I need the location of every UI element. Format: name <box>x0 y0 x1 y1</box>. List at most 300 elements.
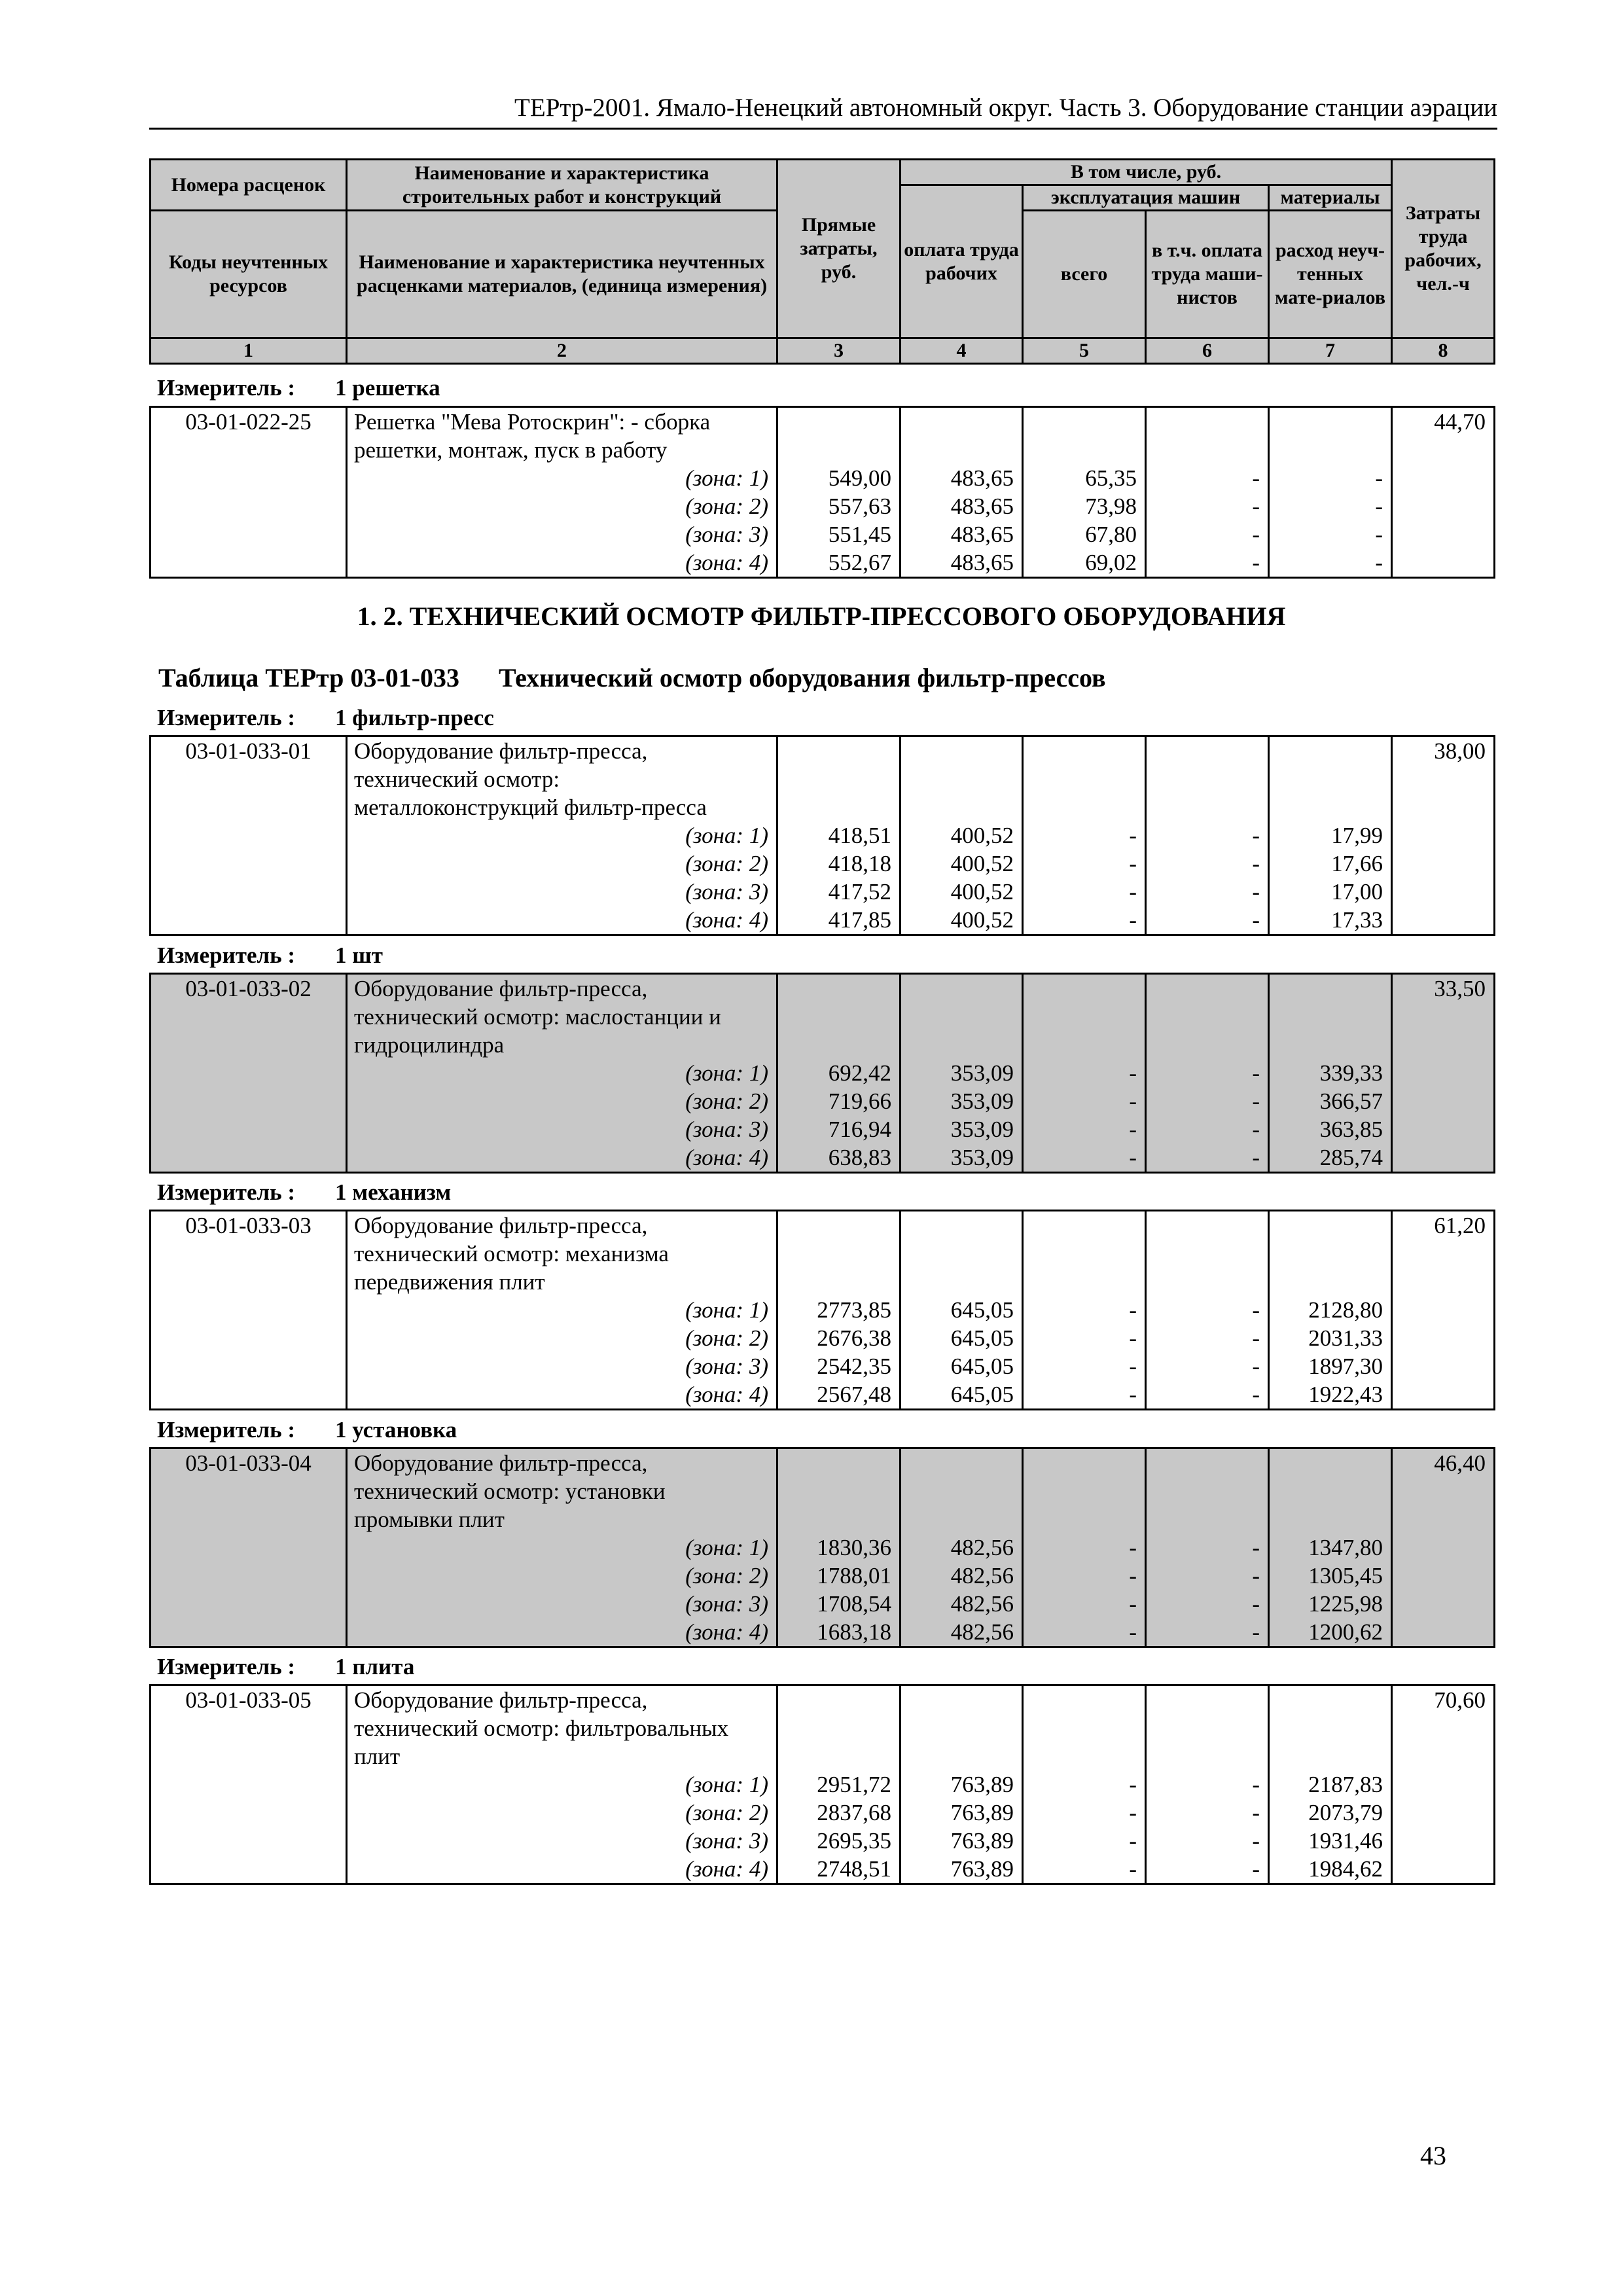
value-cell: - <box>1146 548 1269 578</box>
value-cell: 2187,83 <box>1269 1770 1392 1799</box>
rate-code-cell: 03-01-033-04 <box>151 1448 347 1478</box>
table-row <box>151 1211 1495 1240</box>
rate-code-cell <box>151 850 347 878</box>
work-name-cell: Оборудование фильтр-пресса, <box>347 1448 777 1478</box>
table-row <box>151 736 1495 766</box>
table-row <box>151 1240 1495 1268</box>
value-cell: - <box>1023 1324 1146 1352</box>
empty-cell <box>1023 1031 1146 1059</box>
empty-cell <box>1023 765 1146 793</box>
empty-cell <box>901 1448 1023 1478</box>
empty-cell <box>1269 1477 1392 1505</box>
value-cell: 67,80 <box>1023 520 1146 548</box>
header-number: 3 <box>777 338 901 364</box>
zone-label-cell: (зона: 4) <box>347 1855 777 1884</box>
labor-cell <box>1392 1562 1495 1590</box>
measure-line <box>157 1179 452 1206</box>
value-cell: 552,67 <box>777 548 901 578</box>
rate-code-cell <box>151 1742 347 1770</box>
empty-cell <box>1146 1031 1269 1059</box>
empty-cell <box>901 1505 1023 1534</box>
value-cell: - <box>1023 1618 1146 1647</box>
value-cell: 418,18 <box>777 850 901 878</box>
table-row <box>151 1562 1495 1590</box>
labor-cell <box>1392 1855 1495 1884</box>
labor-cell <box>1392 1296 1495 1324</box>
empty-cell <box>1269 1211 1392 1240</box>
empty-cell <box>1146 765 1269 793</box>
labor-cell <box>1392 1268 1495 1296</box>
measure-line <box>157 375 440 401</box>
rate-code-cell <box>151 1770 347 1799</box>
table-row <box>151 548 1495 578</box>
labor-cell <box>1392 1534 1495 1562</box>
measure-value: 1 плита <box>335 1654 415 1679</box>
empty-cell <box>901 407 1023 437</box>
empty-cell <box>901 1031 1023 1059</box>
labor-cell <box>1392 1618 1495 1647</box>
labor-cell <box>1392 1380 1495 1410</box>
value-cell: 482,56 <box>901 1562 1023 1590</box>
work-name-cell: Оборудование фильтр-пресса, <box>347 736 777 766</box>
value-cell: 17,66 <box>1269 850 1392 878</box>
empty-cell <box>777 1211 901 1240</box>
value-cell: 2128,80 <box>1269 1296 1392 1324</box>
value-cell: 353,09 <box>901 1115 1023 1143</box>
header-col2-top: Наименование и характеристика строительных работ и конструкций <box>347 160 777 211</box>
value-cell: 417,85 <box>777 906 901 935</box>
table-row <box>151 1505 1495 1534</box>
empty-cell <box>1269 1714 1392 1742</box>
rate-code-cell <box>151 906 347 935</box>
rate-code-cell <box>151 520 347 548</box>
empty-cell <box>1146 1448 1269 1478</box>
work-name-cell: Оборудование фильтр-пресса, <box>347 1685 777 1715</box>
empty-cell <box>901 1714 1023 1742</box>
work-name-cell: Оборудование фильтр-пресса, <box>347 974 777 1003</box>
header-number: 2 <box>347 338 777 364</box>
header-col8: Затраты труда рабочих, чел.-ч <box>1392 160 1495 338</box>
value-cell: - <box>1146 1534 1269 1562</box>
value-cell: - <box>1146 1087 1269 1115</box>
empty-cell <box>901 436 1023 464</box>
labor-cell <box>1392 1240 1495 1268</box>
value-cell: 482,56 <box>901 1618 1023 1647</box>
value-cell: 1347,80 <box>1269 1534 1392 1562</box>
labor-cell <box>1392 1115 1495 1143</box>
empty-cell <box>1023 1505 1146 1534</box>
rate-code-cell <box>151 1827 347 1855</box>
rate-code-cell <box>151 1534 347 1562</box>
value-cell: 1200,62 <box>1269 1618 1392 1647</box>
value-cell: 17,33 <box>1269 906 1392 935</box>
rate-code-cell <box>151 1115 347 1143</box>
empty-cell <box>1269 1448 1392 1478</box>
rate-code-cell: 03-01-033-05 <box>151 1685 347 1715</box>
value-cell: 483,65 <box>901 492 1023 520</box>
header-col6: в т.ч. оплата труда маши-нистов <box>1146 211 1269 338</box>
measure-line <box>157 942 383 969</box>
empty-cell <box>777 1714 901 1742</box>
table-title-text: Технический осмотр оборудования фильтр-прессов <box>499 663 1106 692</box>
empty-cell <box>1269 974 1392 1003</box>
rate-code-cell <box>151 765 347 793</box>
rate-code-cell <box>151 1059 347 1087</box>
rate-code-cell <box>151 1003 347 1031</box>
table-row <box>151 1143 1495 1173</box>
work-name-cell: технический осмотр: фильтровальных <box>347 1714 777 1742</box>
work-name-cell: промывки плит <box>347 1505 777 1534</box>
empty-cell <box>777 1685 901 1715</box>
zone-label-cell: (зона: 4) <box>347 1380 777 1410</box>
zone-label-cell: (зона: 4) <box>347 1143 777 1173</box>
empty-cell <box>901 1742 1023 1770</box>
labor-cell <box>1392 850 1495 878</box>
value-cell: - <box>1023 1827 1146 1855</box>
empty-cell <box>901 1240 1023 1268</box>
rate-code-cell <box>151 1505 347 1534</box>
empty-cell <box>901 1211 1023 1240</box>
labor-cell <box>1392 1590 1495 1618</box>
value-cell: 285,74 <box>1269 1143 1392 1173</box>
measure-label: Измеритель : <box>157 705 296 730</box>
empty-cell <box>901 1268 1023 1296</box>
measure-label: Измеритель : <box>157 375 296 401</box>
labor-cell <box>1392 1799 1495 1827</box>
empty-cell <box>1269 765 1392 793</box>
header-col4: оплата труда рабочих <box>901 185 1023 338</box>
value-cell: - <box>1146 1324 1269 1352</box>
empty-cell <box>1023 1685 1146 1715</box>
value-cell: 551,45 <box>777 520 901 548</box>
empty-cell <box>1146 736 1269 766</box>
value-cell: 2837,68 <box>777 1799 901 1827</box>
table-row <box>151 1855 1495 1884</box>
empty-cell <box>1269 407 1392 437</box>
value-cell: - <box>1146 850 1269 878</box>
measure-label: Измеритель : <box>157 942 296 968</box>
value-cell: 353,09 <box>901 1087 1023 1115</box>
value-cell: 65,35 <box>1023 464 1146 492</box>
value-cell: 2031,33 <box>1269 1324 1392 1352</box>
empty-cell <box>1023 1477 1146 1505</box>
zone-label-cell: (зона: 3) <box>347 1352 777 1380</box>
rate-code-cell <box>151 1268 347 1296</box>
empty-cell <box>1023 1240 1146 1268</box>
value-cell: - <box>1146 1855 1269 1884</box>
labor-cell: 70,60 <box>1392 1685 1495 1715</box>
value-cell: - <box>1146 821 1269 850</box>
empty-cell <box>1146 1505 1269 1534</box>
value-cell: - <box>1146 1799 1269 1827</box>
empty-cell <box>1269 793 1392 821</box>
value-cell: 1922,43 <box>1269 1380 1392 1410</box>
table-row <box>151 1685 1495 1715</box>
rate-code-cell <box>151 1618 347 1647</box>
value-cell: - <box>1269 464 1392 492</box>
empty-cell <box>777 736 901 766</box>
value-cell: 69,02 <box>1023 548 1146 578</box>
value-cell: 645,05 <box>901 1296 1023 1324</box>
empty-cell <box>1146 1268 1269 1296</box>
measure-line <box>157 1654 415 1680</box>
rate-table <box>149 735 1495 936</box>
value-cell: 483,65 <box>901 548 1023 578</box>
empty-cell <box>777 1448 901 1478</box>
empty-cell <box>1023 1211 1146 1240</box>
value-cell: 692,42 <box>777 1059 901 1087</box>
zone-label-cell: (зона: 4) <box>347 548 777 578</box>
table-row <box>151 520 1495 548</box>
empty-cell <box>777 1505 901 1534</box>
empty-cell <box>777 765 901 793</box>
value-cell: 363,85 <box>1269 1115 1392 1143</box>
labor-cell: 44,70 <box>1392 407 1495 437</box>
value-cell: - <box>1269 548 1392 578</box>
value-cell: - <box>1146 1352 1269 1380</box>
header-col5: всего <box>1023 211 1146 338</box>
labor-cell: 61,20 <box>1392 1211 1495 1240</box>
value-cell: 1897,30 <box>1269 1352 1392 1380</box>
value-cell: 557,63 <box>777 492 901 520</box>
empty-cell <box>1023 1448 1146 1478</box>
rate-code-cell: 03-01-033-01 <box>151 736 347 766</box>
header-including: В том числе, руб. <box>901 160 1392 185</box>
table-row <box>151 878 1495 906</box>
header-materials: материалы <box>1269 185 1392 211</box>
empty-cell <box>1023 1714 1146 1742</box>
labor-cell <box>1392 1352 1495 1380</box>
empty-cell <box>901 974 1023 1003</box>
value-cell: 73,98 <box>1023 492 1146 520</box>
empty-cell <box>901 765 1023 793</box>
header-col1-top: Номера расценок <box>151 160 347 211</box>
zone-label-cell: (зона: 3) <box>347 520 777 548</box>
value-cell: 400,52 <box>901 878 1023 906</box>
rate-code-cell <box>151 1324 347 1352</box>
header-number: 6 <box>1146 338 1269 364</box>
zone-label-cell: (зона: 2) <box>347 1324 777 1352</box>
value-cell: 638,83 <box>777 1143 901 1173</box>
measure-line <box>157 1417 457 1443</box>
header-machines: эксплуатация машин <box>1023 185 1269 211</box>
labor-cell <box>1392 1742 1495 1770</box>
work-name-cell: передвижения плит <box>347 1268 777 1296</box>
zone-label-cell: (зона: 2) <box>347 850 777 878</box>
rate-table <box>149 1210 1495 1410</box>
empty-cell <box>1146 1477 1269 1505</box>
rate-code-cell <box>151 548 347 578</box>
measure-value: 1 механизм <box>335 1179 452 1205</box>
empty-cell <box>777 1003 901 1031</box>
empty-cell <box>901 1685 1023 1715</box>
labor-cell <box>1392 464 1495 492</box>
value-cell: 645,05 <box>901 1380 1023 1410</box>
header-number: 7 <box>1269 338 1392 364</box>
rate-code-cell <box>151 1380 347 1410</box>
value-cell: 716,94 <box>777 1115 901 1143</box>
labor-cell <box>1392 548 1495 578</box>
zone-label-cell: (зона: 1) <box>347 1296 777 1324</box>
labor-cell <box>1392 793 1495 821</box>
empty-cell <box>1023 1268 1146 1296</box>
header-number: 8 <box>1392 338 1495 364</box>
rate-table <box>149 1684 1495 1885</box>
rate-code-cell <box>151 1714 347 1742</box>
work-name-cell: решетки, монтаж, пуск в работу <box>347 436 777 464</box>
work-name-cell: технический осмотр: маслостанции и <box>347 1003 777 1031</box>
empty-cell <box>1023 793 1146 821</box>
value-cell: 719,66 <box>777 1087 901 1115</box>
rate-code-cell <box>151 1143 347 1173</box>
table-row <box>151 1827 1495 1855</box>
work-name-cell: технический осмотр: <box>347 765 777 793</box>
value-cell: - <box>1146 1770 1269 1799</box>
empty-cell <box>1146 1714 1269 1742</box>
labor-cell <box>1392 1031 1495 1059</box>
labor-cell <box>1392 1143 1495 1173</box>
table-row <box>151 407 1495 437</box>
value-cell: - <box>1023 1590 1146 1618</box>
empty-cell <box>777 1742 901 1770</box>
table-row <box>151 1742 1495 1770</box>
rate-code-cell <box>151 1799 347 1827</box>
zone-label-cell: (зона: 3) <box>347 878 777 906</box>
value-cell: 483,65 <box>901 520 1023 548</box>
empty-cell <box>1146 1240 1269 1268</box>
value-cell: - <box>1023 1380 1146 1410</box>
table-row <box>151 1268 1495 1296</box>
labor-cell <box>1392 436 1495 464</box>
value-cell: 549,00 <box>777 464 901 492</box>
rate-code-cell <box>151 464 347 492</box>
empty-cell <box>1146 974 1269 1003</box>
rate-code-cell <box>151 1352 347 1380</box>
empty-cell <box>901 1003 1023 1031</box>
empty-cell <box>1269 1685 1392 1715</box>
value-cell: - <box>1146 1590 1269 1618</box>
measure-label: Измеритель : <box>157 1654 296 1679</box>
labor-cell: 33,50 <box>1392 974 1495 1003</box>
empty-cell <box>1269 1031 1392 1059</box>
empty-cell <box>1023 1003 1146 1031</box>
value-cell: 17,99 <box>1269 821 1392 850</box>
value-cell: 763,89 <box>901 1827 1023 1855</box>
empty-cell <box>1146 1742 1269 1770</box>
value-cell: 366,57 <box>1269 1087 1392 1115</box>
value-cell: - <box>1023 1562 1146 1590</box>
measure-value: 1 установка <box>335 1417 457 1443</box>
table-row <box>151 765 1495 793</box>
value-cell: - <box>1146 1827 1269 1855</box>
empty-cell <box>901 1477 1023 1505</box>
work-name-cell: технический осмотр: механизма <box>347 1240 777 1268</box>
value-cell: - <box>1146 464 1269 492</box>
labor-cell <box>1392 1714 1495 1742</box>
empty-cell <box>1269 1003 1392 1031</box>
value-cell: - <box>1023 906 1146 935</box>
value-cell: 483,65 <box>901 464 1023 492</box>
table-row <box>151 1352 1495 1380</box>
labor-cell <box>1392 520 1495 548</box>
table-row <box>151 850 1495 878</box>
empty-cell <box>1269 1240 1392 1268</box>
value-cell: 17,00 <box>1269 878 1392 906</box>
header-col2-bottom: Наименование и характеристика неучтенных расценками материалов, (единица измерения) <box>347 211 777 338</box>
value-cell: - <box>1146 906 1269 935</box>
empty-cell <box>777 974 901 1003</box>
value-cell: 1305,45 <box>1269 1562 1392 1590</box>
rate-code-cell <box>151 1855 347 1884</box>
value-cell: 2676,38 <box>777 1324 901 1352</box>
table-row <box>151 1714 1495 1742</box>
measure-label: Измеритель : <box>157 1179 296 1205</box>
value-cell: 2748,51 <box>777 1855 901 1884</box>
value-cell: - <box>1146 1143 1269 1173</box>
table-row <box>151 1115 1495 1143</box>
value-cell: 353,09 <box>901 1143 1023 1173</box>
table-row <box>151 1534 1495 1562</box>
empty-cell <box>1146 1685 1269 1715</box>
value-cell: - <box>1269 520 1392 548</box>
table-row <box>151 1477 1495 1505</box>
value-cell: - <box>1023 1296 1146 1324</box>
empty-cell <box>777 407 901 437</box>
table-header <box>149 158 1495 365</box>
empty-cell <box>1146 793 1269 821</box>
empty-cell <box>1146 407 1269 437</box>
labor-cell <box>1392 878 1495 906</box>
zone-label-cell: (зона: 2) <box>347 1562 777 1590</box>
zone-label-cell: (зона: 4) <box>347 1618 777 1647</box>
labor-cell <box>1392 1059 1495 1087</box>
labor-cell <box>1392 1087 1495 1115</box>
table-row <box>151 974 1495 1003</box>
value-cell: - <box>1023 1143 1146 1173</box>
zone-label-cell: (зона: 1) <box>347 1770 777 1799</box>
labor-cell <box>1392 492 1495 520</box>
rate-code-cell: 03-01-033-03 <box>151 1211 347 1240</box>
value-cell: 1788,01 <box>777 1562 901 1590</box>
empty-cell <box>901 736 1023 766</box>
zone-label-cell: (зона: 3) <box>347 1590 777 1618</box>
value-cell: 1984,62 <box>1269 1855 1392 1884</box>
header-number: 1 <box>151 338 347 364</box>
measure-value: 1 фильтр-пресс <box>335 705 494 730</box>
zone-label-cell: (зона: 4) <box>347 906 777 935</box>
value-cell: 1683,18 <box>777 1618 901 1647</box>
table-row <box>151 1324 1495 1352</box>
empty-cell <box>1269 736 1392 766</box>
empty-cell <box>1023 436 1146 464</box>
value-cell: - <box>1023 1855 1146 1884</box>
empty-cell <box>901 793 1023 821</box>
header-col7: расход неуч-тенных мате-риалов <box>1269 211 1392 338</box>
value-cell: - <box>1146 520 1269 548</box>
value-cell: - <box>1023 1115 1146 1143</box>
rate-code-cell <box>151 1477 347 1505</box>
labor-cell <box>1392 1827 1495 1855</box>
value-cell: 417,52 <box>777 878 901 906</box>
rate-table <box>149 1447 1495 1648</box>
zone-label-cell: (зона: 1) <box>347 1059 777 1087</box>
header-number: 4 <box>901 338 1023 364</box>
value-cell: 763,89 <box>901 1855 1023 1884</box>
work-name-cell: Оборудование фильтр-пресса, <box>347 1211 777 1240</box>
labor-cell <box>1392 1477 1495 1505</box>
value-cell: 1708,54 <box>777 1590 901 1618</box>
value-cell: 2073,79 <box>1269 1799 1392 1827</box>
